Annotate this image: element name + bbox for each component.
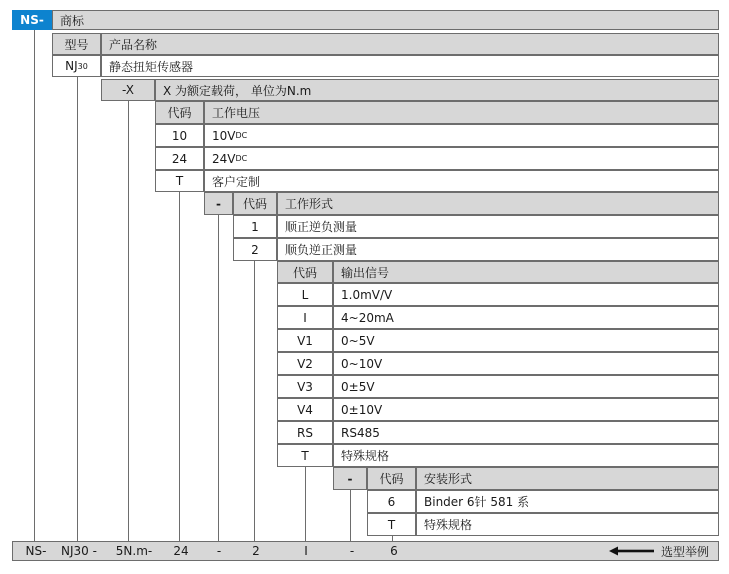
example-label: 选型举例 [661, 544, 710, 559]
example-part-mounting: 6 [390, 544, 398, 558]
example-part-dash: - [349, 544, 355, 558]
work-mode-title: 工作形式 [277, 192, 719, 215]
model-label: 型号 [52, 33, 101, 55]
connector-line [77, 77, 78, 541]
connector-line [218, 215, 219, 541]
voltage-value-custom: 客户定制 [204, 170, 719, 192]
connector-line [128, 101, 129, 541]
voltage-code-header: 代码 [155, 101, 204, 124]
work-mode-code-header: 代码 [233, 192, 277, 215]
example-part-prefix: NS- [25, 544, 47, 558]
example-part-load: 5N.m- [115, 544, 153, 558]
output-code-v4: V4 [277, 398, 333, 421]
output-code-v1: V1 [277, 329, 333, 352]
voltage-value-24 [204, 147, 719, 170]
mounting-value-t: 特殊规格 [416, 513, 719, 536]
output-code-i: I [277, 306, 333, 329]
mounting-code-header: 代码 [367, 467, 416, 490]
output-code-v2: V2 [277, 352, 333, 375]
voltage-value-text: 10V [212, 128, 236, 143]
work-mode-code-2: 2 [233, 238, 277, 261]
selection-example-bar [12, 541, 719, 561]
voltage-code-10: 10 [155, 124, 204, 147]
work-mode-value-2: 顺负逆正测量 [277, 238, 719, 261]
example-part-dash: - [216, 544, 222, 558]
connector-line [34, 30, 35, 541]
example-part-output: I [304, 544, 308, 558]
voltage-code-24: 24 [155, 147, 204, 170]
model-code [52, 55, 101, 77]
connector-line [305, 467, 306, 541]
output-value-t: 特殊规格 [333, 444, 719, 467]
model-code-text: NJ [65, 59, 78, 73]
mounting-value-6: Binder 6针 581 系 [416, 490, 719, 513]
output-code-header: 代码 [277, 261, 333, 283]
example-part-model: NJ30 - [61, 544, 97, 558]
voltage-value-sub: DC [235, 154, 248, 163]
load-code: -X [101, 79, 155, 101]
trademark-header: 商标 [52, 10, 719, 30]
voltage-value-text: 24V [212, 151, 236, 166]
output-code-rs: RS [277, 421, 333, 444]
voltage-code-t: T [155, 170, 204, 192]
output-title: 输出信号 [333, 261, 719, 283]
work-mode-value-1: 顺正逆负测量 [277, 215, 719, 238]
work-mode-code-1: 1 [233, 215, 277, 238]
product-name-label: 产品名称 [101, 33, 719, 55]
output-value-l: 1.0mV/V [333, 283, 719, 306]
output-code-l: L [277, 283, 333, 306]
output-value-v3: 0±5V [333, 375, 719, 398]
mounting-code-t: T [367, 513, 416, 536]
connector-line [350, 490, 351, 541]
example-part-workmode: 2 [252, 544, 260, 558]
arrow-left-icon [609, 546, 655, 556]
voltage-title: 工作电压 [204, 101, 719, 124]
load-description: X 为额定载荷， 单位为N.m [155, 79, 719, 101]
output-value-v1: 0~5V [333, 329, 719, 352]
product-name: 静态扭矩传感器 [101, 55, 719, 77]
output-value-v2: 0~10V [333, 352, 719, 375]
mounting-title: 安装形式 [416, 467, 719, 490]
work-mode-dash: - [204, 192, 233, 215]
output-value-v4: 0±10V [333, 398, 719, 421]
output-code-t: T [277, 444, 333, 467]
model-code-sub: 30 [77, 61, 88, 71]
mounting-dash: - [333, 467, 367, 490]
output-code-v3: V3 [277, 375, 333, 398]
mounting-code-6: 6 [367, 490, 416, 513]
voltage-value-sub: DC [235, 131, 248, 140]
example-part-voltage: 24 [173, 544, 189, 558]
connector-line [254, 261, 255, 541]
output-value-i: 4~20mA [333, 306, 719, 329]
connector-line [179, 192, 180, 541]
prefix-badge: NS- [12, 10, 52, 30]
output-value-rs: RS485 [333, 421, 719, 444]
voltage-value-10 [204, 124, 719, 147]
